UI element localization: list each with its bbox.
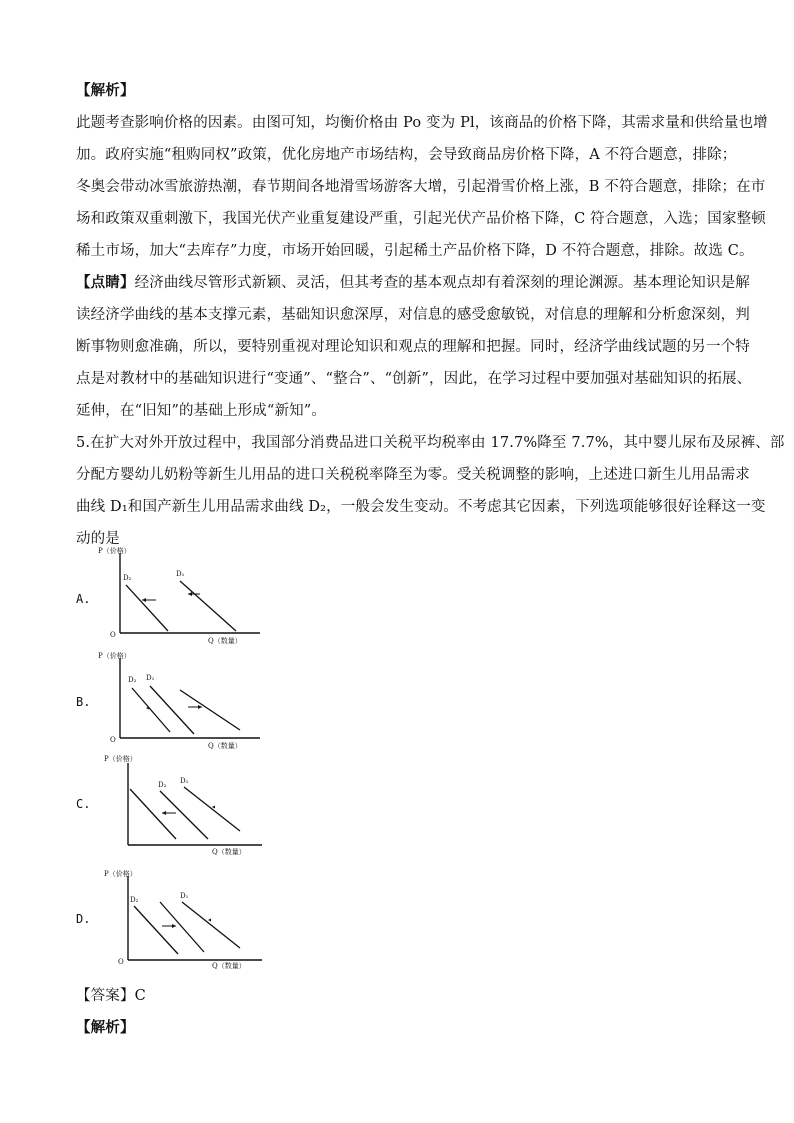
small-arrowhead [146, 707, 149, 710]
d2-curve [126, 585, 168, 631]
d1-label: D₁ [180, 777, 189, 785]
analysis-line-5: 稀土市场，加大“去库存”力度，市场开始回暖，引起稀土产品价格下降，D 不符合题意，排除。故选 C。 [76, 243, 754, 259]
option-a-label[interactable]: A. [76, 592, 91, 606]
option-d-graph[interactable] [90, 868, 270, 968]
dianjing-line-5: 延伸，在“旧知”的基础上形成“新知”。 [76, 403, 326, 419]
option-c-graph[interactable] [90, 755, 270, 855]
d-curve-middle [160, 902, 204, 952]
q-axis-label: Q（数量） [208, 637, 242, 645]
arrowhead-2 [188, 592, 192, 596]
option-b-graph[interactable] [90, 650, 270, 750]
d1-shifted-curve [180, 690, 240, 730]
arrowhead [172, 924, 176, 928]
answer-line: 【答案】C [76, 988, 146, 1004]
dianjing-line-2: 读经济学曲线的基本支撑元素，基础知识愈深厚，对信息的感受愈敏锐，对信息的理解和分析愈深刻，判 [76, 307, 750, 323]
d1-curve [180, 581, 236, 631]
d-curve-left [130, 789, 176, 839]
dianjing-label: 【点睛】 [76, 274, 135, 291]
d2-label: D₂ [158, 781, 167, 789]
origin-label: O [118, 958, 124, 966]
question-line-1: 5.在扩大对外开放过程中，我国部分消费品进口关税平均税率由 17.7%降至 7.7%，其中婴儿尿布及尿裤、部 [76, 435, 785, 451]
dianjing-line-3: 断事物则愈准确，所以，要特别重视对理论知识和观点的理解和把握。同时，经济学曲线试题的另一个特 [76, 339, 750, 355]
d2-label: D₂ [123, 574, 132, 582]
arrowhead [142, 598, 146, 602]
d2-label: D₂ [130, 896, 139, 904]
p-axis-label: P（价格） [104, 755, 137, 763]
question-line-3: 曲线 D₁和国产新生儿用品需求曲线 D₂，一般会发生变动。不考虑其它因素，下列选项能够很好诠释这一变 [76, 499, 766, 515]
arrowhead [198, 705, 202, 709]
d1-curve [182, 902, 240, 948]
d1-label: D₁ [146, 674, 155, 682]
analysis-line-2: 加。政府实施“租购同权”政策，优化房地产市场结构，会导致商品房价格下降，A 不符合题意，排除； [76, 147, 737, 163]
dianjing-line-4: 点是对教材中的基础知识进行“变通”、“整合”、“创新”，因此，在学习过程中要加强对基础知识的拓展、 [76, 371, 752, 387]
d1-curve [150, 686, 194, 734]
arrowhead [162, 811, 166, 815]
d2-curve [132, 688, 170, 732]
option-a-graph[interactable] [90, 545, 270, 645]
origin-label: O [110, 631, 116, 639]
question-line-2: 分配方婴幼儿奶粉等新生儿用品的进口关税税率降至为零。受关税调整的影响，上述进口新生儿用品需求 [76, 467, 750, 483]
small-arrowhead [208, 919, 211, 922]
section-heading-jiexi: 【解析】 [76, 82, 135, 99]
q-axis-label: Q（数量） [208, 742, 242, 750]
dianjing-paragraph-first-line [76, 273, 750, 293]
q-axis-label: Q（数量） [212, 962, 246, 970]
section-heading-jiexi-2: 【解析】 [76, 1019, 135, 1036]
question-line-4: 动的是 [76, 531, 120, 547]
analysis-line-1: 此题考查影响价格的因素。由图可知，均衡价格由 Po 变为 Pl，该商品的价格下降，其需求量和供给量也增 [76, 115, 768, 131]
q-axis-label: Q（数量） [212, 848, 246, 856]
p-axis-label: P（价格） [98, 652, 131, 660]
p-axis-label: P（价格） [104, 870, 137, 878]
option-c-label[interactable]: C. [76, 797, 91, 811]
d2-curve [160, 791, 208, 839]
analysis-line-3: 冬奥会带动冰雪旅游热潮，春节期间各地滑雪场游客大增，引起滑雪价格上涨，B 不符合题意，排除；在市 [76, 179, 766, 195]
d1-label: D₁ [176, 570, 185, 578]
origin-label: O [110, 736, 116, 744]
analysis-line-4: 场和政策双重刺激下，我国光伏产业重复建设严重，引起光伏产品价格下降，C 符合题意，入选；国家整顿 [76, 211, 766, 227]
p-axis-label: P（价格） [98, 547, 131, 555]
d1-label: D₁ [180, 892, 189, 900]
small-arrowhead [212, 806, 215, 809]
d2-label: D₂ [128, 676, 137, 684]
d1-curve [184, 787, 240, 831]
option-b-label[interactable]: B. [76, 695, 91, 709]
option-d-label[interactable]: D. [76, 912, 91, 926]
d2-curve [134, 906, 178, 954]
dianjing-text-1: 经济曲线尽管形式新颖、灵活，但其考查的基本观点却有着深刻的理论渊源。基本理论知识是解 [134, 275, 750, 291]
